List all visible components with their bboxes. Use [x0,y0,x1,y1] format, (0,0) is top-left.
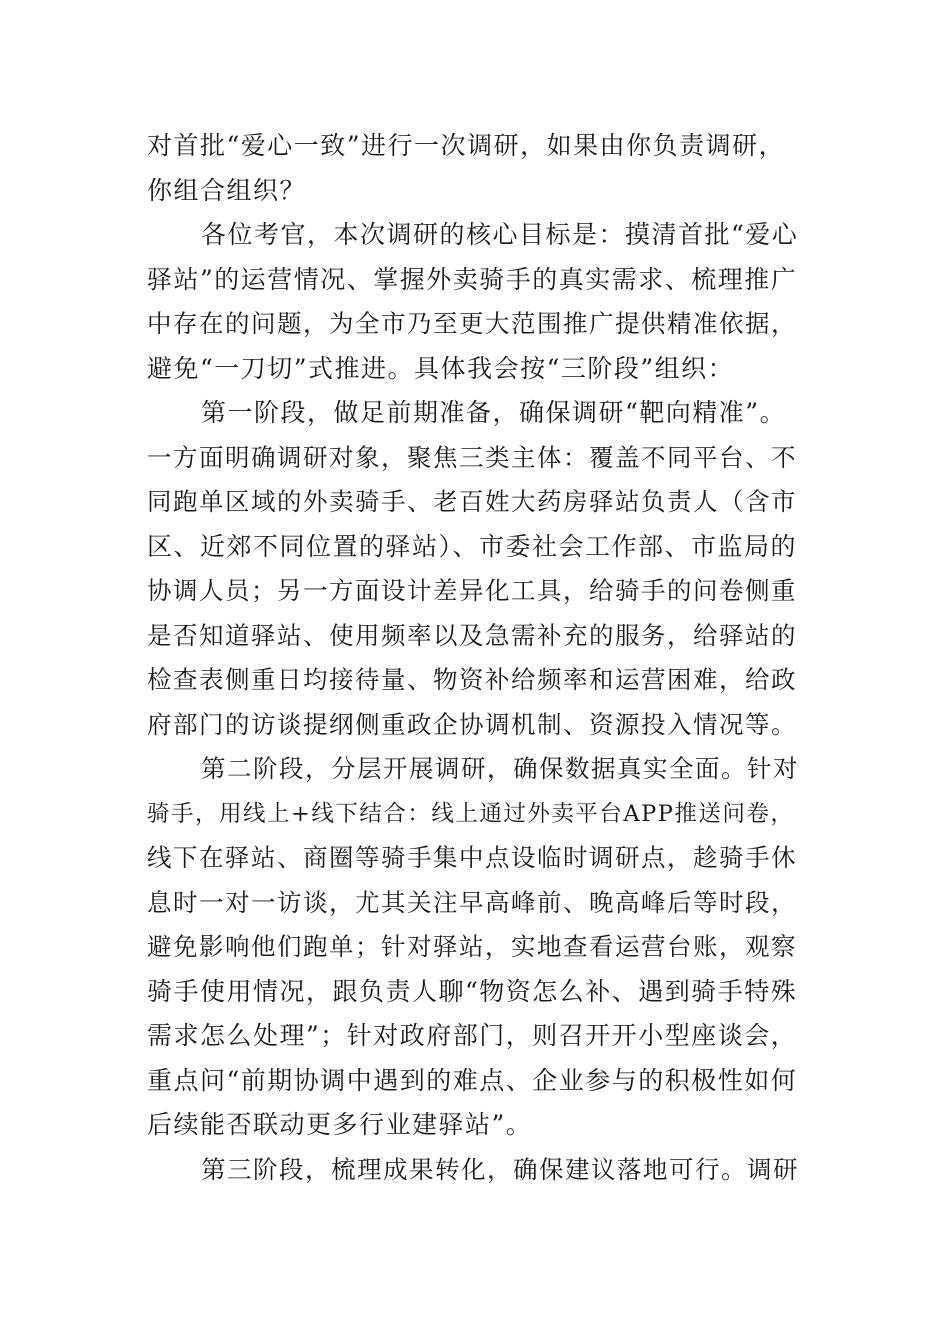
text-line: 需求怎么处理”；针对政府部门，则召开开小型座谈会， [147,1021,798,1050]
text-line: 协调人员；另一方面设计差异化工具，给骑手的问卷侧重 [147,576,797,605]
text-line: 府部门的访谈提纲侧重政企协调机制、资源投入情况等。 [147,709,797,739]
paragraph-start-line: 各位考官，本次调研的核心目标是：摸清首批“爱心 [201,220,799,249]
text-line: 中存在的问题，为全市乃至更大范围推广提供精准依据， [147,309,797,338]
text-line: 避免影响他们跑单；针对驿站，实地查看运营台账，观察 [147,932,797,961]
text-line: 重点问“前期协调中遇到的难点、企业参与的积极性如何 [147,1065,798,1095]
text-line: 骑手，用线上+线下结合：线上通过外卖平台APP推送问卷， [147,800,795,827]
text-line: 驿站”的运营情况、掌握外卖骑手的真实需求、梳理推广 [147,264,798,294]
text-line: 对首批“爱心一致”进行一次调研，如果由你负责调研， [147,131,786,160]
text-line: 同跑单区域的外卖骑手、老百姓大药房驿站负责人（含市 [147,487,797,516]
text-line: 骑手使用情况，跟负责人聊“物资怎么补、遇到骑手特殊 [147,976,798,1006]
paragraph-start-line: 第三阶段，梳理成果转化，确保建议落地可行。调研 [201,1154,799,1184]
text-line: 检查表侧重日均接待量、物资补给频率和运营困难，给政 [147,665,797,694]
text-line: 一方面明确调研对象，聚焦三类主体：覆盖不同平台、不 [147,442,797,472]
text-line: 后续能否联动更多行业建驿站”。 [147,1110,533,1139]
text-line: 区、近郊不同位置的驿站）、市委社会工作部、市监局的 [147,531,798,561]
text-line: 你组合组织？ [147,175,307,205]
document-body [147,124,807,1192]
text-line: 避免“一刀切”式推进。具体我会按“三阶段”组织： [147,353,735,383]
paragraph-start-line: 第一阶段，做足前期准备，确保调研“靶向精准”。 [201,398,787,427]
paragraph-start-line: 第二阶段，分层开展调研，确保数据真实全面。针对 [201,754,799,783]
text-line: 是否知道驿站、使用频率以及急需补充的服务，给驿站的 [147,620,797,650]
text-line: 息时一对一访谈，尤其关注早高峰前、晚高峰后等时段， [147,887,797,917]
text-line: 线下在驿站、商圈等骑手集中点设临时调研点，趁骑手休 [147,843,797,872]
